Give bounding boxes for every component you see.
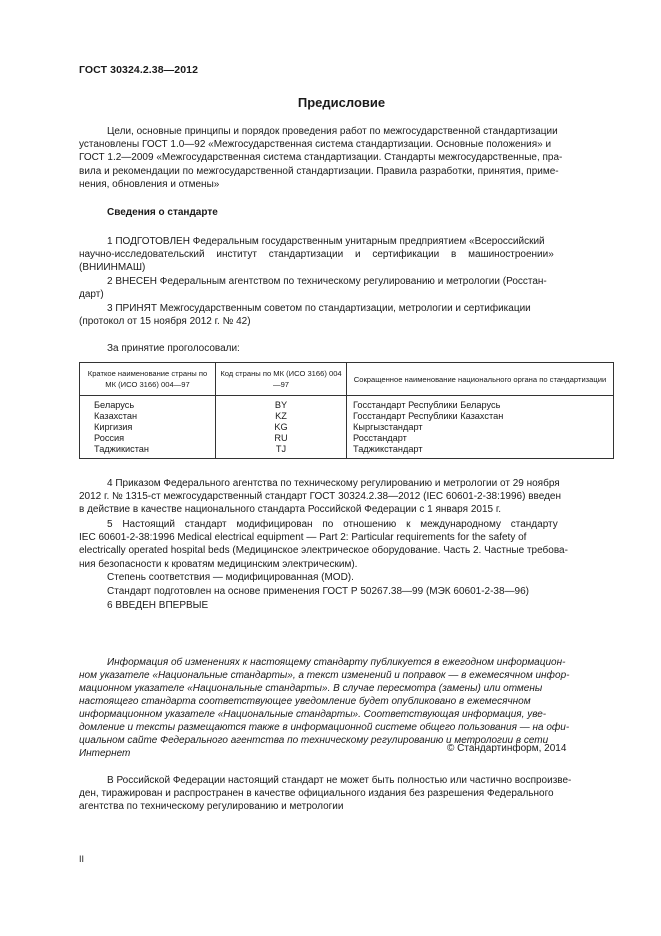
code-cell: KZ [216, 411, 347, 422]
table-row [80, 433, 614, 444]
item-4 [79, 477, 616, 517]
column-header-country: Краткое наименование страны по МК (ИСО 3166) 004—97 [80, 363, 216, 396]
item-line: IEC 60601-2-38:1996 Medical electrical equipment — Part 2: Particular requirements for the safety of [79, 532, 527, 544]
body-cell: Росстандарт [347, 433, 614, 444]
copyright: © Стандартинформ, 2014 [447, 743, 567, 754]
item-line: 2012 г. № 1315-ст межгосударственный стандарт ГОСТ 30324.2.38—2012 (IEC 60601-2-38:1996) введен [79, 491, 561, 503]
item-2 [79, 275, 616, 301]
table-row [80, 422, 614, 433]
info-line: ном указателе «Национальные стандарты», а текст изменений и поправок — в ежемесячном инфор- [79, 670, 570, 681]
country-cell: Таджикистан [80, 444, 216, 459]
page-number: II [79, 854, 85, 864]
info-line: мационном указателе «Национальные стандарты». В случае пересмотра (замены) или отмены [79, 683, 543, 694]
item-line: ния безопасности к кроватям медицинским электрическим). [79, 558, 358, 570]
item-line: дарт) [79, 289, 104, 301]
intro-line: вила и рекомендации по межгосударственной стандартизации. Правила разработки, принятия, приме- [79, 165, 559, 177]
item-line: 5 Настоящий стандарт модифицирован по отношению к международному стандарту [107, 519, 558, 530]
table-row [80, 411, 614, 422]
item-line: научно-исследовательский институт стандартизации и сертификации в машиностроении» [79, 249, 554, 261]
info-line: настоящего стандарта соответствующее уведомление будет опубликовано в ежемесячном [79, 696, 531, 707]
body-cell: Госстандарт Республики Беларусь [347, 396, 614, 412]
item-line: 1 ПОДГОТОВЛЕН Федеральным государственным унитарным предприятием «Всероссийский [107, 236, 545, 247]
item-line: в действие в качестве национального стандарта Российской Федерации с 1 января 2015 г. [79, 504, 502, 516]
vote-label: За принятие проголосовали: [107, 343, 240, 354]
item-line: 2 ВНЕСЕН Федеральным агентством по техническому регулированию и метрологии (Росстан- [107, 276, 547, 287]
info-line: Информация об изменениях к настоящему стандарту публикуется в ежегодном информацион- [107, 657, 566, 668]
intro-line: установлены ГОСТ 1.0—92 «Межгосударственная система стандартизации. Основные положения» и [79, 139, 552, 151]
conformity-line [79, 571, 616, 584]
page-title: Предисловие [297, 95, 386, 110]
country-cell: Россия [80, 433, 216, 444]
conformity-text: Степень соответствия — модифицированная (MOD). [107, 572, 354, 583]
body-cell: Госстандарт Республики Казахстан [347, 411, 614, 422]
prepared-line [79, 585, 616, 598]
code-cell: BY [216, 396, 347, 412]
body-cell: Таджикстандарт [347, 444, 614, 459]
country-cell: Казахстан [80, 411, 216, 422]
code-cell: KG [216, 422, 347, 433]
column-header-code: Код страны по МК (ИСО 3166) 004—97 [216, 363, 347, 396]
info-heading: Сведения о стандарте [107, 207, 218, 218]
rights-line: агентства по техническому регулированию и метрологии [79, 801, 344, 813]
prepared-text: Стандарт подготовлен на основе применения ГОСТ Р 50267.38—99 (МЭК 60601-2-38—96) [107, 586, 529, 597]
voting-table [79, 362, 614, 459]
intro-line: Цели, основные принципы и порядок проведения работ по межгосударственной стандартизации [107, 126, 558, 137]
code-cell: RU [216, 433, 347, 444]
info-line: циальном сайте Федерального агентства по техническому регулированию и метрологии в сети [79, 735, 549, 746]
document-code: ГОСТ 30324.2.38—2012 [79, 64, 199, 76]
changes-info-block [107, 656, 616, 669]
item-line: electrically operated hospital beds (Медицинское электрическое оборудование. Часть 2. Частные требова- [79, 545, 568, 557]
item-line: 6 ВВЕДЕН ВПЕРВЫЕ [107, 600, 209, 611]
item-3 [79, 302, 616, 328]
item-line: (ВНИИНМАШ) [79, 262, 146, 274]
table-row [80, 396, 614, 412]
table-header-row [80, 363, 614, 396]
code-cell: TJ [216, 444, 347, 459]
intro-line: ГОСТ 1.2—2009 «Межгосударственная система стандартизации. Стандарты межгосударственные, пра- [79, 152, 563, 164]
item-6 [79, 599, 616, 612]
rights-paragraph [79, 774, 616, 814]
column-header-body: Сокращенное наименование национального органа по стандартизации [347, 363, 614, 396]
country-cell: Киргизия [80, 422, 216, 433]
body-cell: Кыргызстандарт [347, 422, 614, 433]
info-line: домление и тексты размещаются также в информационной системе общего пользования — на офи- [79, 722, 570, 733]
info-line: информационном указателе «Национальные стандарты». Соответствующая информация, уве- [79, 709, 547, 720]
item-line: (протокол от 15 ноября 2012 г. № 42) [79, 316, 251, 328]
item-line: 4 Приказом Федерального агентства по техническому регулированию и метрологии от 29 ноября [107, 478, 560, 489]
item-1 [79, 235, 616, 275]
intro-line: нения, обновления и отмены» [79, 178, 220, 190]
table-row [80, 444, 614, 459]
item-line: 3 ПРИНЯТ Межгосударственным советом по стандартизации, метрологии и сертификации [107, 303, 531, 314]
intro-paragraph [79, 125, 616, 191]
item-5 [79, 518, 616, 571]
info-line: Интернет [79, 748, 131, 759]
rights-line: ден, тиражирован и распространен в качестве официального издания без разрешения Федерального [79, 788, 554, 800]
rights-line: В Российской Федерации настоящий стандарт не может быть полностью или частично воспроизве- [107, 775, 572, 786]
country-cell: Беларусь [80, 396, 216, 412]
